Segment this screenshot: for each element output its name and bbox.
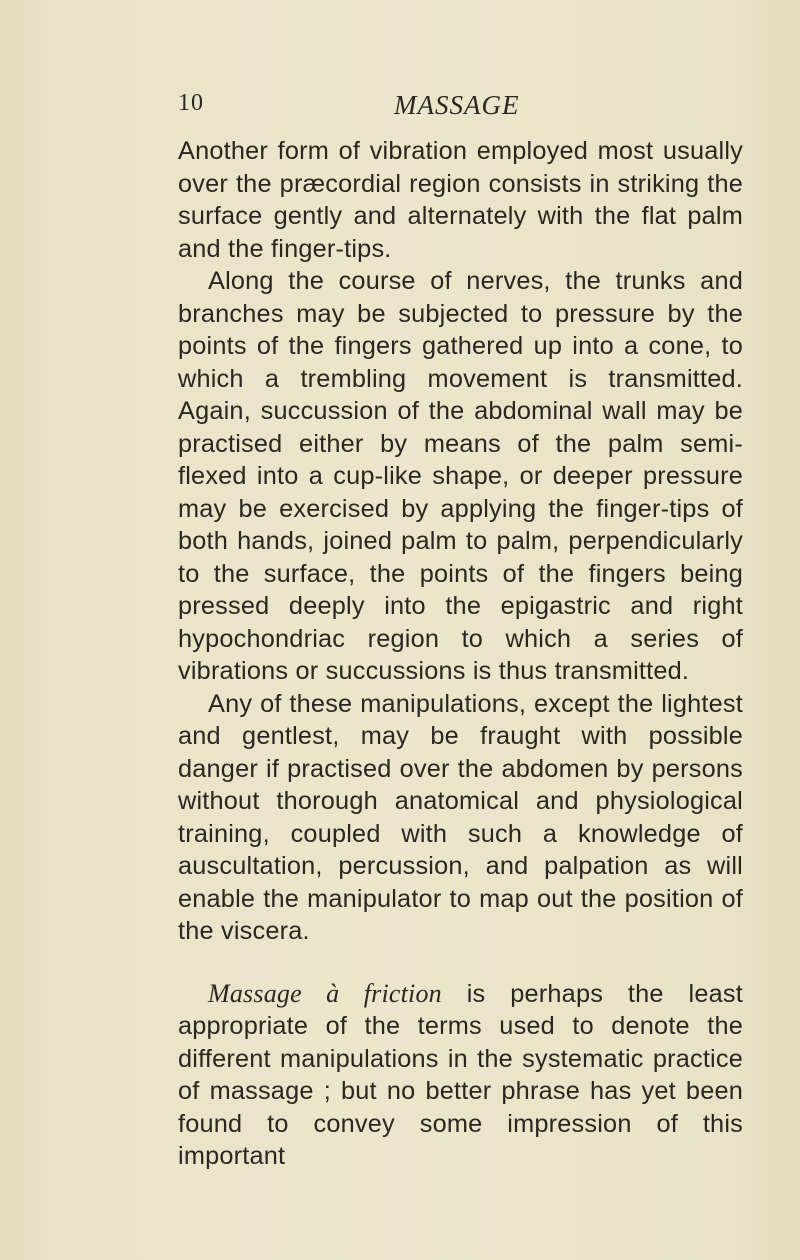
italic-term: Massage à friction	[208, 978, 442, 1008]
body-text	[178, 135, 743, 1173]
paragraph-4-text: is perhaps the least appropriate of the terms used to denote the different manipulations in the systematic practice of massage ; but no better phrase has yet been found to convey some impression of this important	[178, 979, 743, 1170]
paragraph-1: Another form of vibration employed most usually over the præcordial region consists in striking the surface gently and alternately with the flat palm and the finger-tips.	[178, 137, 743, 263]
paragraph-4	[178, 978, 743, 1173]
page-number: 10	[178, 90, 204, 116]
paragraph-3: Any of these manipulations, except the lightest and gentlest, may be fraught with possible danger if practised over the abdomen by persons without thorough anatomical and physiological training, coupled with such a knowledge of auscultation, percussion, and palpation as will enable the manipulator to map out the position of the viscera.	[178, 689, 743, 945]
paragraph-2: Along the course of nerves, the trunks and branches may be subjected to pressure by the points of the fingers gathered up into a cone, to which a trembling movement is transmitted. Again, succussion of the abdominal wall may be practised either by means of the palm semi-flexed into a cup-like shape, or deeper pressure may be exercised by applying the finger-tips of both hands, joined palm to palm, perpendicularly to the surface, the points of the fingers being pressed deeply into the epigastric and right hypochondriac region to which a series of vibrations or succussions is thus transmitted.	[178, 267, 743, 685]
running-head	[178, 90, 738, 122]
running-title: MASSAGE	[394, 90, 520, 120]
